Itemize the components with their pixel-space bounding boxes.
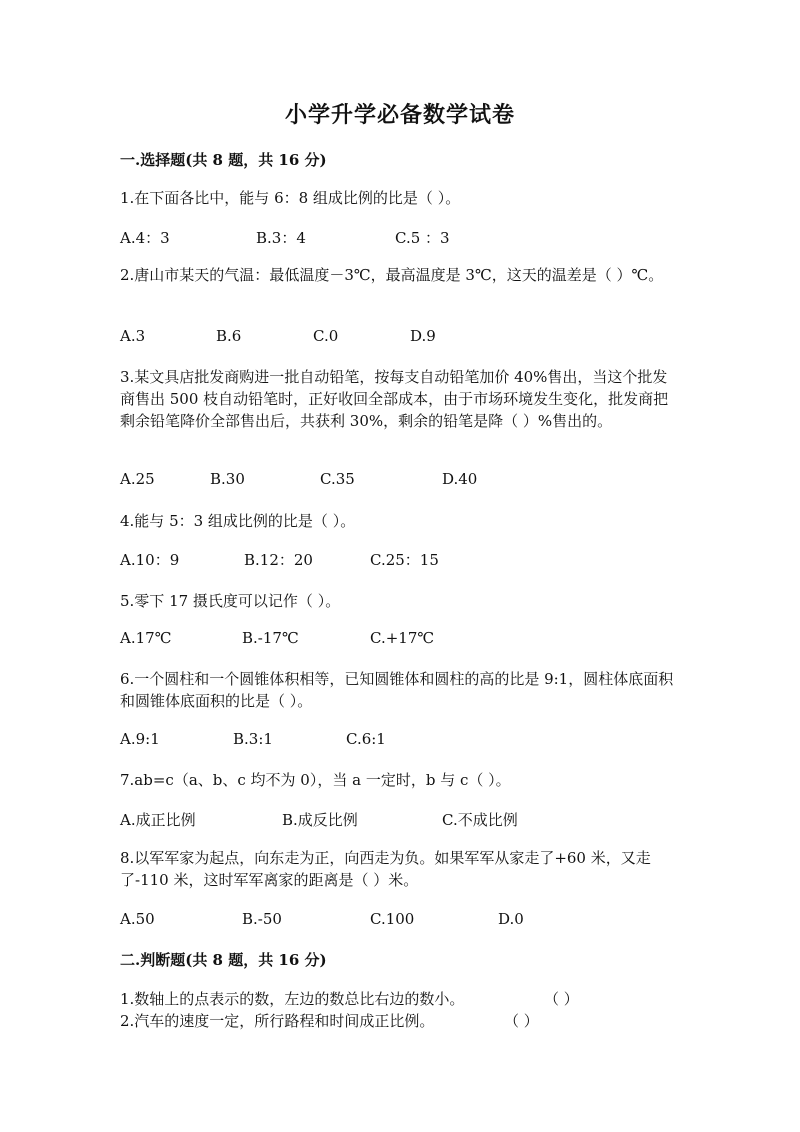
option-b: B.30 (210, 470, 245, 488)
question-6: 6.一个圆柱和一个圆锥体积相等，已知圆锥体和圆柱的高的比是 9:1，圆柱体底面积和圆锥体底面积的比是（ ）。 (120, 670, 674, 710)
question-2: 2.唐山市某天的气温：最低温度－3℃，最高温度是 3℃，这天的温差是（ ）℃。 (120, 266, 664, 284)
options-q5 (120, 629, 680, 651)
options-q4 (120, 549, 680, 571)
option-c: C.100 (370, 910, 415, 928)
judgement-text: 1.数轴上的点表示的数，左边的数总比右边的数小。 (120, 990, 465, 1008)
options-q2 (120, 327, 680, 349)
options-q3 (120, 470, 680, 492)
judgement-item-2 (120, 1010, 680, 1032)
option-c: C.不成比例 (442, 811, 518, 829)
option-b: B.3：4 (256, 229, 306, 247)
option-c: C.0 (313, 327, 339, 345)
option-a: A.3 (120, 327, 146, 345)
question-1: 1.在下面各比中，能与 6：8 组成比例的比是（ ）。 (120, 189, 461, 207)
options-q8 (120, 910, 680, 932)
judgement-text: 2.汽车的速度一定，所行路程和时间成正比例。 (120, 1012, 435, 1030)
option-d: D.0 (498, 910, 524, 928)
option-c: C.+17℃ (370, 629, 435, 647)
option-b: B.-50 (242, 910, 282, 928)
question-4: 4.能与 5：3 组成比例的比是（ ）。 (120, 512, 356, 530)
section-heading-judgement: 二.判断题(共 8 题，共 16 分) (120, 951, 327, 969)
option-a: A.成正比例 (120, 811, 196, 829)
option-c: C.35 (320, 470, 355, 488)
question-3: 3.某文具店批发商购进一批自动铅笔，按每支自动铅笔加价 40%售出，当这个批发商售出 500 枝自动铅笔时，正好收回全部成本，由于市场环境发生变化，批发商把剩余铅笔降价全部售出后，共获利 30%，剩余的铅笔是降（ ）%售出的。 (120, 368, 669, 430)
option-b: B.-17℃ (242, 629, 299, 647)
option-a: A.25 (120, 470, 155, 488)
answer-blank: （ ） (544, 990, 579, 1008)
options-q7 (120, 809, 680, 831)
option-a: A.50 (120, 910, 155, 928)
option-c: C.6:1 (346, 730, 386, 748)
option-b: B.12：20 (244, 551, 313, 569)
question-8: 8.以军军家为起点，向东走为正，向西走为负。如果军军从家走了+60 米，又走了-110 米，这时军军离家的距离是（ ）米。 (120, 849, 651, 889)
option-b: B.成反比例 (282, 811, 358, 829)
section-heading-choice: 一.选择题(共 8 题，共 16 分) (120, 151, 327, 169)
page-title: 小学升学必备数学试卷 (284, 102, 515, 128)
options-q1 (120, 227, 680, 249)
option-c: C.5 ：3 (395, 229, 450, 247)
option-d: D.40 (442, 470, 478, 488)
answer-blank: （ ） (504, 1012, 539, 1030)
options-q6 (120, 730, 680, 752)
option-b: B.6 (216, 327, 242, 345)
option-a: A.4：3 (120, 229, 170, 247)
option-a: A.10：9 (120, 551, 180, 569)
judgement-item-1 (120, 988, 680, 1010)
option-b: B.3:1 (233, 730, 273, 748)
option-a: A.9:1 (120, 730, 160, 748)
question-5: 5.零下 17 摄氏度可以记作（ ）。 (120, 592, 341, 610)
option-a: A.17℃ (120, 629, 172, 647)
question-7: 7.ab=c（a、b、c 均不为 0），当 a 一定时，b 与 c（ ）。 (120, 771, 511, 789)
option-c: C.25：15 (370, 551, 439, 569)
option-d: D.9 (410, 327, 436, 345)
